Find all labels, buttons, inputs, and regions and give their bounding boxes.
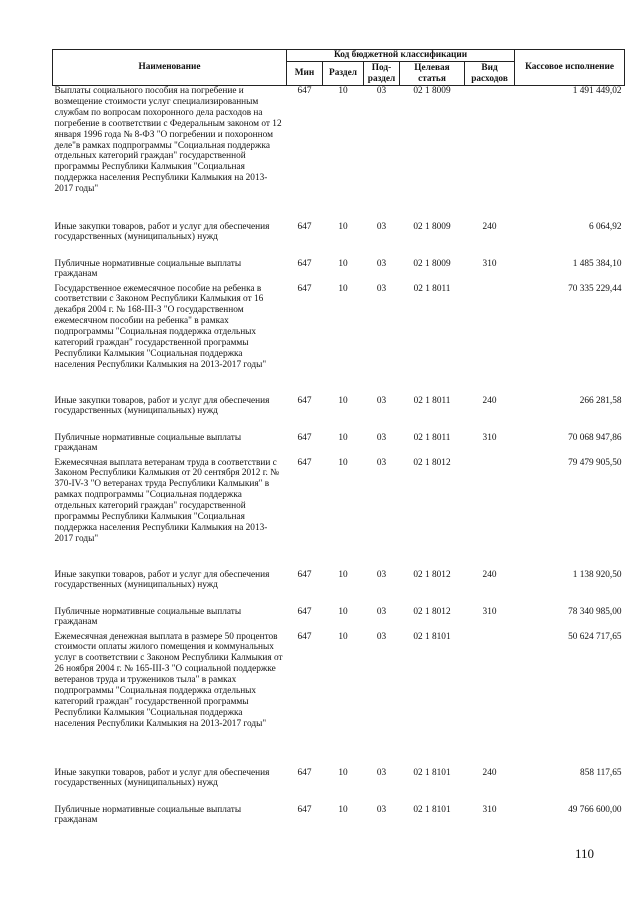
row-amount: 1 491 449,02 <box>572 86 622 96</box>
row-name: Ежемесячная денежная выплата в размере 50 процентов стоимости оплаты жилого помещения и коммунальных услуг в соответствии с Законом Республики Калмыкия от 26 ноября 2004 г. № 165-III-З "О социальной поддержке ветеранов труда и тружеников тыла" в рамках подпрограммы "Социальная поддержка отдельных категорий граждан" государственной программы Республики Калмыкия "Социальная поддержка населения Республики Калмыкия на 2013-2017 годы" <box>54 631 283 729</box>
row-name: Публичные нормативные социальные выплаты гражданам <box>54 606 242 628</box>
row-min: 647 <box>297 804 312 815</box>
row-amount: 1 485 384,10 <box>572 258 622 269</box>
table-row <box>53 86 625 222</box>
row-section: 10 <box>338 395 348 406</box>
row-amount: 6 064,92 <box>589 221 622 232</box>
row-section: 10 <box>338 283 348 294</box>
header-section: Раздел <box>323 62 364 86</box>
row-min: 647 <box>297 395 312 406</box>
table-row <box>53 259 625 284</box>
row-target: 02 1 8012 <box>413 457 451 468</box>
row-type <box>465 86 515 222</box>
row-name: Иные закупки товаров, работ и услуг для обеспечения государственных (муниципальных) нужд <box>54 395 270 417</box>
row-name: Публичные нормативные социальные выплаты гражданам <box>54 432 242 454</box>
table-header <box>53 50 625 86</box>
row-target: 02 1 8011 <box>413 432 451 443</box>
row-name: Иные закупки товаров, работ и услуг для обеспечения государственных (муниципальных) нужд <box>54 221 270 243</box>
row-amount: 70 068 947,86 <box>568 432 622 443</box>
budget-table <box>52 49 625 830</box>
row-min: 647 <box>297 258 312 269</box>
row-amount: 79 479 905,50 <box>568 457 622 468</box>
row-name: Государственное ежемесячное пособие на ребенка в соответствии с Законом Республики Калмыкия от 16 декабря 2004 г. № 168-III-З "О государственном ежемесячном пособии на ребенка" в рамках подпрограммы "Социальная поддержка отдельных категорий граждан" государственной программы Республики Калмыкия "Социальная поддержка населения Республики Калмыкия на 2013-2017 годы" <box>54 283 267 370</box>
row-section: 10 <box>338 804 348 815</box>
row-amount: 50 624 717,65 <box>568 631 622 642</box>
row-subsection: 03 <box>376 395 387 406</box>
row-amount: 49 766 600,00 <box>568 804 622 815</box>
table-row <box>53 222 625 259</box>
row-subsection: 03 <box>376 86 387 96</box>
table-row <box>53 805 625 830</box>
row-amount: 266 281,58 <box>579 395 622 406</box>
row-subsection: 03 <box>376 804 387 815</box>
row-section: 10 <box>338 767 348 778</box>
table-row <box>53 768 625 805</box>
header-expense-type: Вид расходов <box>465 62 515 86</box>
row-subsection: 03 <box>376 283 387 294</box>
row-type <box>465 632 515 768</box>
table-row <box>53 632 625 768</box>
row-target: 02 1 8009 <box>413 86 451 96</box>
table-row <box>53 433 625 458</box>
row-type <box>465 284 515 396</box>
row-section: 10 <box>338 569 348 580</box>
table-row <box>53 607 625 632</box>
row-subsection: 03 <box>376 457 387 468</box>
row-section: 10 <box>338 631 348 642</box>
row-type: 310 <box>482 606 497 617</box>
header-min: Мин <box>287 62 323 86</box>
row-section: 10 <box>338 606 348 617</box>
row-type: 240 <box>482 767 497 778</box>
row-type: 240 <box>482 221 497 232</box>
row-name: Ежемесячная выплата ветеранам труда в соответствии с Законом Республики Калмыкия от 20 сентября 2012 г. № 370-IV-З "О ветеранах труда Республики Калмыкия" в рамках подпрограммы "Социальная поддержка отдельных категорий граждан" государственной программы Республики Калмыкия "Социальная поддержка населения Республики Калмыкия на 2013-2017 годы" <box>54 457 280 544</box>
header-cash: Кассовое исполнение <box>515 50 625 86</box>
row-name: Публичные нормативные социальные выплаты гражданам <box>54 804 242 826</box>
row-min: 647 <box>297 457 312 468</box>
header-subsection: Под-раздел <box>364 62 400 86</box>
row-section: 10 <box>338 258 348 269</box>
header-code-group: Код бюджетной классификации <box>287 50 515 62</box>
header-target: Целевая статья <box>400 62 465 86</box>
row-subsection: 03 <box>376 767 387 778</box>
row-min: 647 <box>297 283 312 294</box>
row-type: 310 <box>482 258 497 269</box>
row-amount: 70 335 229,44 <box>568 283 622 294</box>
header-name: Наименование <box>53 50 287 86</box>
row-min: 647 <box>297 631 312 642</box>
row-type: 310 <box>482 432 497 443</box>
row-amount: 78 340 985,00 <box>568 606 622 617</box>
row-min: 647 <box>297 221 312 232</box>
row-min: 647 <box>297 86 312 96</box>
row-subsection: 03 <box>376 631 387 642</box>
row-section: 10 <box>338 457 348 468</box>
table-row <box>53 458 625 570</box>
row-subsection: 03 <box>376 606 387 617</box>
row-subsection: 03 <box>376 258 387 269</box>
row-target: 02 1 8011 <box>413 283 451 294</box>
row-section: 10 <box>338 86 348 96</box>
row-amount: 858 117,65 <box>580 767 622 778</box>
row-name: Иные закупки товаров, работ и услуг для обеспечения государственных (муниципальных) нужд <box>54 767 270 789</box>
table-body <box>53 86 625 830</box>
row-min: 647 <box>297 432 312 443</box>
row-type <box>465 458 515 570</box>
row-name: Иные закупки товаров, работ и услуг для обеспечения государственных (муниципальных) нужд <box>54 569 270 591</box>
row-section: 10 <box>338 221 348 232</box>
table-row <box>53 396 625 433</box>
table-row <box>53 570 625 607</box>
row-section: 10 <box>338 432 348 443</box>
page-number: 110 <box>575 846 595 861</box>
row-min: 647 <box>297 569 312 580</box>
row-target: 02 1 8101 <box>413 767 451 778</box>
row-subsection: 03 <box>376 221 387 232</box>
row-min: 647 <box>297 606 312 617</box>
row-target: 02 1 8012 <box>413 606 451 617</box>
row-target: 02 1 8101 <box>413 631 451 642</box>
row-type: 240 <box>482 569 497 580</box>
row-target: 02 1 8011 <box>413 395 451 406</box>
row-subsection: 03 <box>376 432 387 443</box>
row-target: 02 1 8101 <box>413 804 451 815</box>
row-amount: 1 138 920,50 <box>572 569 622 580</box>
row-min: 647 <box>297 767 312 778</box>
row-target: 02 1 8009 <box>413 258 451 269</box>
row-target: 02 1 8009 <box>413 221 451 232</box>
row-subsection: 03 <box>376 569 387 580</box>
row-type: 310 <box>482 804 497 815</box>
row-type: 240 <box>482 395 497 406</box>
row-name: Публичные нормативные социальные выплаты гражданам <box>54 258 242 280</box>
row-name: Выплаты социального пособия на погребение и возмещение стоимости услуг специализированным службам по вопросам похоронного дела расходов на погребение в соответствии с Федеральным законом от 12 января 1996 года № 8-ФЗ "О погребении и похоронном деле"в рамках подпрограммы "Социальная поддержка отдельных категорий граждан" государственной программы Республики Калмыкия "Социальная поддержка населения Республики Калмыкия на 2013-2017 годы" <box>54 86 282 195</box>
table-row <box>53 284 625 396</box>
row-target: 02 1 8012 <box>413 569 451 580</box>
